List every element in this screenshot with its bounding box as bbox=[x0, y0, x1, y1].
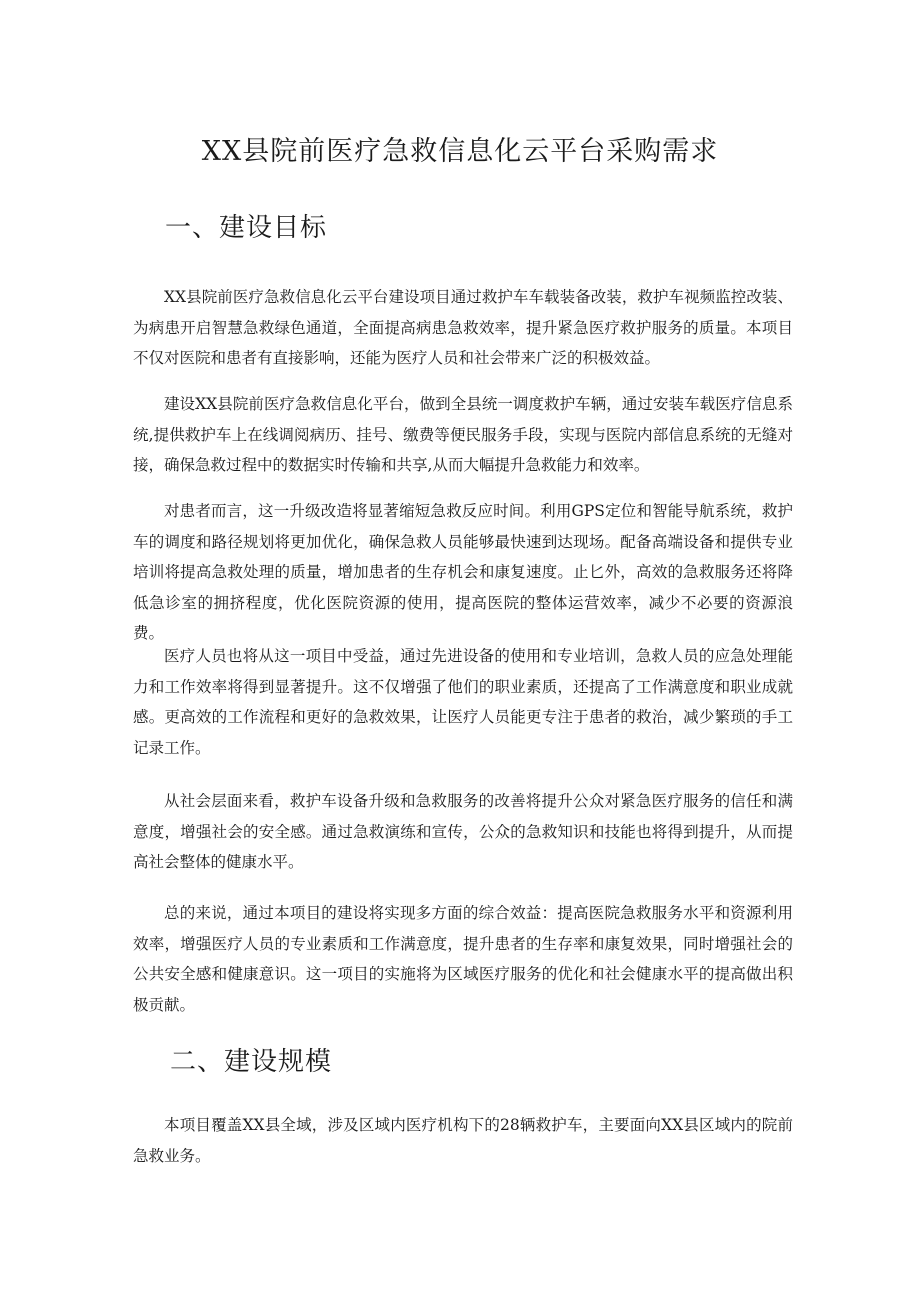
section-heading-scale: 二、建设规模 bbox=[170, 1047, 333, 1077]
paragraph: 从社会层面来看，救护车设备升级和急救服务的改善将提升公众对紧急医疗服务的信任和满意度，增强社会的安全感。通过急救演练和宣传，公众的急救知识和技能也将得到提升，从而提高社会整体的健康水平。 bbox=[133, 792, 793, 871]
paragraph: 总的来说，通过本项目的建设将实现多方面的综合效益：提高医院急救服务水平和资源利用效率，增强医疗人员的专业素质和工作满意度，提升患者的生存率和康复效果，同时增强社会的公共安全感和健康意识。这一项目的实施将为区域医疗服务的优化和社会健康水平的提高做出积极贡献。 bbox=[133, 904, 793, 1014]
document-title: XX县院前医疗急救信息化云平台采购需求 bbox=[201, 136, 719, 167]
paragraph: 医疗人员也将从这一项目中受益，通过先进设备的使用和专业培训，急救人员的应急处理能力和工作效率将得到显著提升。这不仅增强了他们的职业素质，还提高了工作满意度和职业成就感。更高效的工作流程和更好的急救效果，让医疗人员能更专注于患者的救治，减少繁琐的手工记录工作。 bbox=[133, 647, 793, 757]
paragraph: 本项目覆盖XX县全域，涉及区域内医疗机构下的28辆救护车，主要面向XX县区域内的院前急救业务。 bbox=[133, 1116, 793, 1165]
section-heading-goals: 一、建设目标 bbox=[165, 213, 328, 243]
paragraph: 建设XX县院前医疗急救信息化平台，做到全县统一调度救护车辆，通过安装车载医疗信息系统,提供救护车上在线调阅病历、挂号、缴费等便民服务手段，实现与医院内部信息系统的无缝对接，确保急救过程中的数据实时传输和共享,从而大幅提升急救能力和效率。 bbox=[133, 395, 793, 474]
paragraph: 对患者而言，这一升级改造将显著缩短急救反应时间。利用GPS定位和智能导航系统，救护车的调度和路径规划将更加优化，确保急救人员能够最快速到达现场。配备高端设备和提供专业培训将提高急救处理的质量，增加患者的生存机会和康复速度。止匕外，高效的急救服务还将降低急诊室的拥挤程度，优化医院资源的使用，提高医院的整体运营效率，减少不必要的资源浪费。 bbox=[133, 502, 793, 642]
paragraph: XX县院前医疗急救信息化云平台建设项目通过救护车车载装备改装，救护车视频监控改装、为病患开启智慧急救绿色通道，全面提高病患急救效率，提升紧急医疗救护服务的质量。本项目不仅对医院和患者有直接影响，还能为医疗人员和社会带来广泛的积极效益。 bbox=[133, 288, 793, 367]
